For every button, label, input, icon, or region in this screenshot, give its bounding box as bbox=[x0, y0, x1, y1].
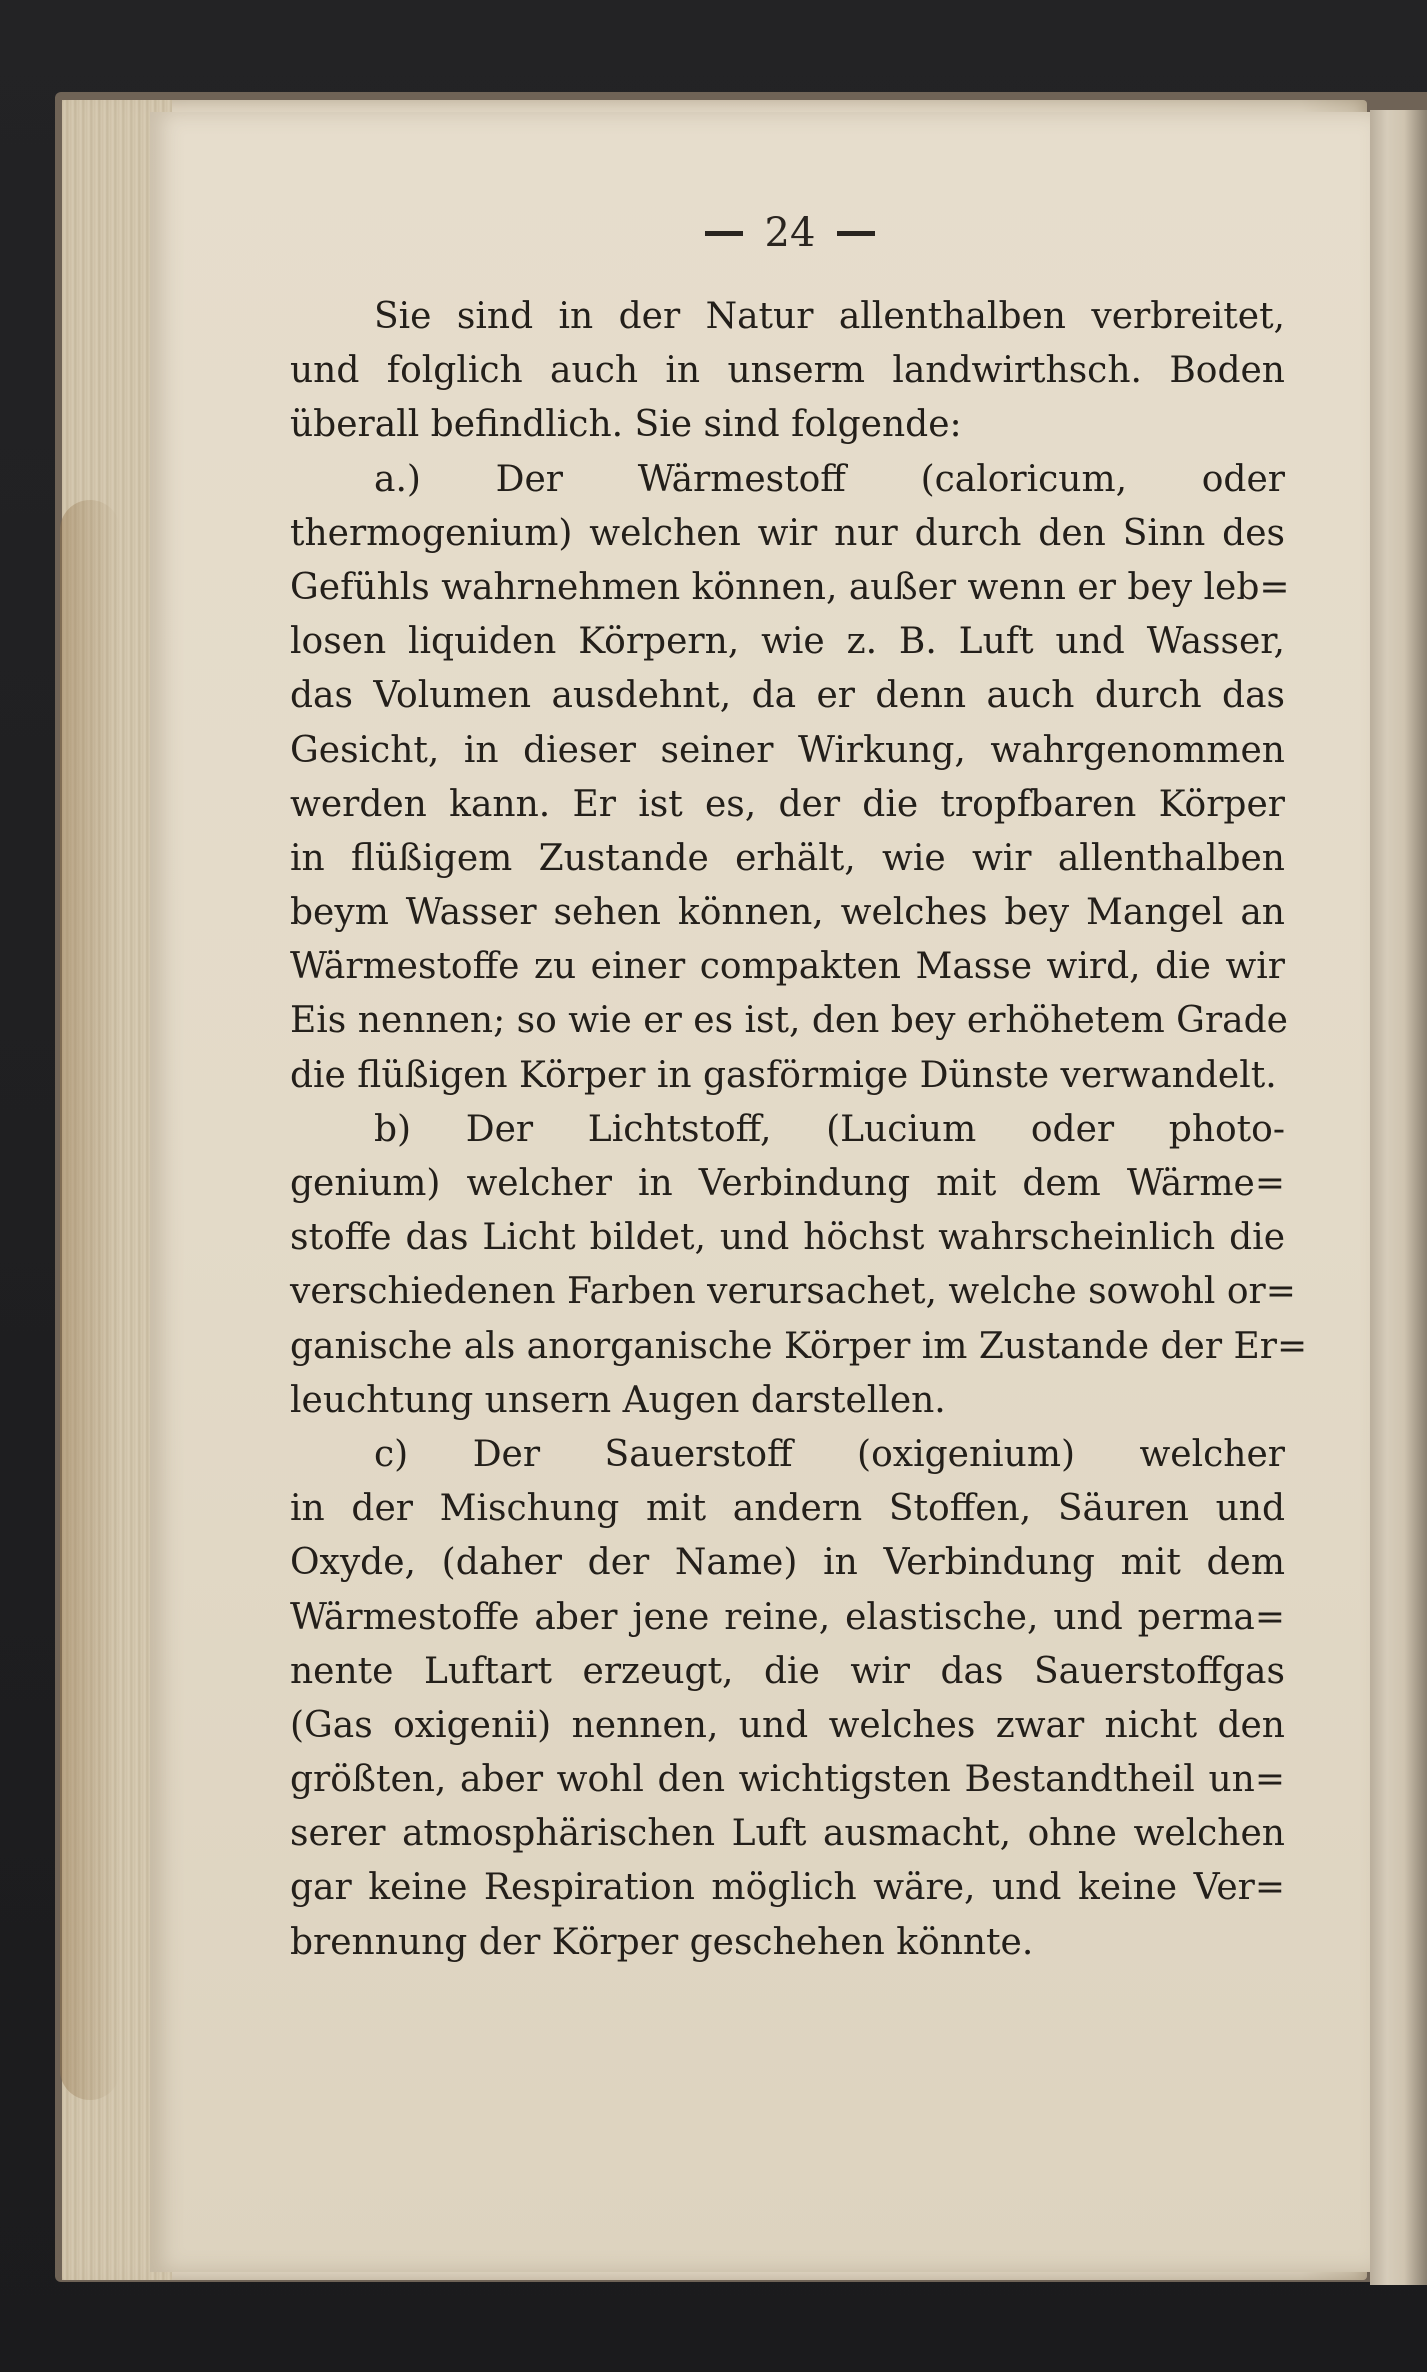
text-line: serer atmosphärischen Luft ausmacht, ohne welchen bbox=[290, 1813, 1285, 1855]
text-line: brennung der Körper geschehen könnte. bbox=[290, 1921, 1034, 1963]
text-line: überall befindlich. Sie sind folgende: bbox=[290, 404, 962, 446]
text-line: losen liquiden Körpern, wie z. B. Luft und Wasser, bbox=[290, 621, 1285, 663]
text-line: das Volumen ausdehnt, da er denn auch durch das bbox=[290, 675, 1285, 717]
text-line: Wärmestoffe aber jene reine, elastische, und perma= bbox=[290, 1596, 1285, 1638]
text-line: a.) Der Wärmestoff (caloricum, oder bbox=[374, 458, 1285, 500]
text-line: b) Der Lichtstoff, (Lucium oder photo- bbox=[374, 1108, 1285, 1150]
text-line: leuchtung unsern Augen darstellen. bbox=[290, 1379, 946, 1421]
text-line: genium) welcher in Verbindung mit dem Wärme= bbox=[290, 1163, 1285, 1204]
text-line: c) Der Sauerstoff (oxigenium) welcher bbox=[374, 1433, 1285, 1475]
text-line: größten, aber wohl den wichtigsten Bestandtheil un= bbox=[290, 1759, 1285, 1801]
page-text bbox=[290, 290, 1308, 1970]
text-line: beym Wasser sehen können, welches bey Mangel an bbox=[290, 892, 1285, 934]
text-line: in flüßigem Zustande erhält, wie wir allenthalben bbox=[290, 837, 1285, 879]
text-line: und folglich auch in unserm landwirthsch. Boden bbox=[290, 350, 1285, 392]
text-line: Oxyde, (daher der Name) in Verbindung mit dem bbox=[290, 1542, 1285, 1584]
text-line: in der Mischung mit andern Stoffen, Säuren und bbox=[290, 1488, 1285, 1530]
header-dash-right bbox=[837, 231, 875, 236]
header-dash-left bbox=[705, 231, 743, 236]
text-line: nente Luftart erzeugt, die wir das Sauerstoffgas bbox=[290, 1650, 1285, 1692]
text-line: die flüßigen Körper in gasförmige Dünste verwandelt. bbox=[290, 1054, 1277, 1096]
page-number: 24 bbox=[764, 210, 816, 256]
text-line: Gesicht, in dieser seiner Wirkung, wahrgenommen bbox=[290, 729, 1285, 771]
text-line: Eis nennen; so wie er es ist, den bey erhöhetem Grade bbox=[290, 1000, 1288, 1042]
text-line: werden kann. Er ist es, der die tropfbaren Körper bbox=[290, 783, 1285, 825]
text-line: Sie sind in der Natur allenthalben verbreitet, bbox=[374, 296, 1285, 337]
text-line: (Gas oxigenii) nennen, und welches zwar nicht den bbox=[290, 1704, 1285, 1746]
text-line: verschiedenen Farben verursachet, welche sowohl or= bbox=[290, 1271, 1296, 1313]
text-line: Wärmestoffe zu einer compakten Masse wird, die wir bbox=[290, 946, 1285, 988]
text-line: stoffe das Licht bildet, und höchst wahrscheinlich die bbox=[290, 1217, 1285, 1259]
text-line: thermogenium) welchen wir nur durch den Sinn des bbox=[290, 512, 1285, 554]
text-line: Gefühls wahrnehmen können, außer wenn er bey leb= bbox=[290, 566, 1290, 608]
text-line: gar keine Respiration möglich wäre, und keine Ver= bbox=[290, 1867, 1285, 1909]
page-stain bbox=[60, 500, 120, 2100]
page-header bbox=[680, 205, 900, 261]
facing-page-edge bbox=[1370, 110, 1427, 2285]
text-line: ganische als anorganische Körper im Zustande der Er= bbox=[290, 1325, 1308, 1367]
